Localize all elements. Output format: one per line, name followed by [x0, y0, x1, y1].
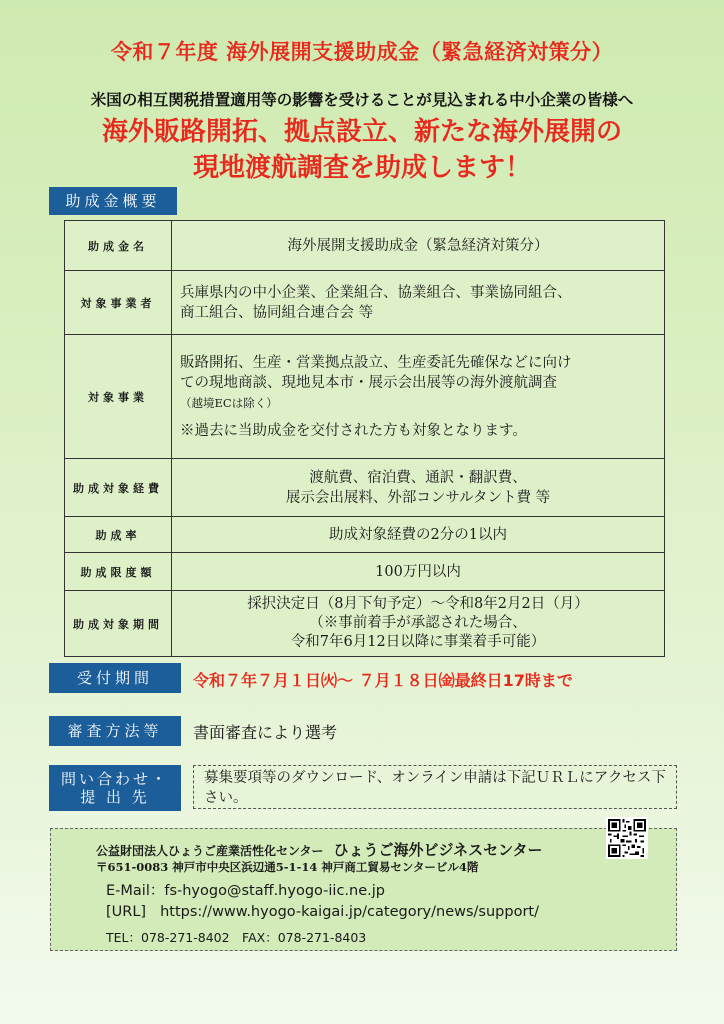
row-value-grant-limit: 100万円以内 — [172, 553, 665, 591]
organization-name — [96, 839, 542, 860]
row-label-eligible-projects: 対象事業 — [65, 335, 172, 459]
organization-name-big: ひょうご海外ビジネスセンター — [333, 841, 543, 859]
page-title: 令和７年度 海外展開支援助成金（緊急経済対策分） — [110, 40, 614, 64]
table-row — [65, 517, 665, 553]
organization-url-line — [106, 904, 553, 920]
headline-line-2: 現地渡航調査を助成します！ — [192, 153, 531, 183]
row-label-grant-limit: 助成限度額 — [65, 553, 172, 591]
row-label-grant-rate: 助成率 — [65, 517, 172, 553]
row-label-grant-name: 助成金名 — [65, 221, 172, 271]
lead-text: 米国の相互関税措置適用等の影響を受けることが見込まれる中小企業の皆様へ — [90, 91, 634, 109]
organization-address: 〒651-0083 神戸市中央区浜辺通5-1-14 神戸商工貿易センタービル4階 — [96, 860, 479, 874]
organization-box — [50, 828, 677, 951]
period-text: 令和７年７月１日㈫～ ７月１８日㈮最終日17時まで — [193, 671, 573, 690]
row-value-grant-period: 採択決定日（8月下旬予定）～令和8年2月2日（月） （※事前着手が承認された場合、 令和7年6月12日以降に事業着手可能） — [172, 591, 665, 657]
qr-code-icon[interactable] — [606, 817, 648, 859]
period-tag: 受付期間 — [49, 663, 181, 693]
contact-tag-line-1: 問い合わせ・ — [60, 770, 169, 788]
row-label-grant-period: 助成対象期間 — [65, 591, 172, 657]
headline — [0, 114, 724, 186]
organization-name-small: 公益財団法人ひょうご産業活性化センター — [96, 844, 324, 858]
overview-tag: 助成金概要 — [49, 187, 177, 215]
organization-email[interactable]: E-Mail：fs-hyogo@staff.hyogo-iic.ne.jp — [106, 883, 385, 899]
table-row — [65, 591, 665, 657]
review-text: 書面審査により選考 — [193, 723, 338, 742]
table-row — [65, 335, 665, 459]
row-value-grant-rate: 助成対象経費の2分の1以内 — [172, 517, 665, 553]
table-row — [65, 271, 665, 335]
row-value-eligible-businesses: 兵庫県内の中小企業、企業組合、協業組合、事業協同組合、 商工組合、協同組合連合会 等 — [172, 271, 665, 335]
row-label-eligible-businesses: 対象事業者 — [65, 271, 172, 335]
review-tag: 審査方法等 — [49, 716, 181, 746]
organization-tel-fax: TEL：078-271-8402 FAX：078-271-8403 — [106, 930, 367, 945]
row-label-eligible-expenses: 助成対象経費 — [65, 459, 172, 517]
table-row — [65, 221, 665, 271]
table-row — [65, 459, 665, 517]
row-value-eligible-expenses: 渡航費、宿泊費、通訳・翻訳費、 展示会出展料、外部コンサルタント費 等 — [172, 459, 665, 517]
contact-text: 募集要項等のダウンロード、オンライン申請は下記ＵＲＬにアクセス下さい。 — [193, 765, 677, 809]
headline-line-1: 海外販路開拓、拠点設立、新たな海外展開の — [101, 117, 622, 147]
row-value-eligible-projects: 販路開拓、生産・営業拠点設立、生産委託先確保などに向け ての現地商談、現地見本市・展示会出展等の海外渡航調査 （越境ECは除く） ※過去に当助成金を交付された方も対象となります。 — [172, 335, 665, 459]
contact-tag-line-2: 提 出 先 — [80, 788, 150, 806]
url-label: [URL] — [106, 904, 147, 920]
organization-url-link[interactable]: https://www.hyogo-kaigai.jp/category/news/support/ — [160, 904, 539, 920]
table-row — [65, 553, 665, 591]
row-value-grant-name: 海外展開支援助成金（緊急経済対策分） — [172, 221, 665, 271]
overview-table — [64, 220, 665, 657]
contact-tag — [49, 765, 181, 811]
